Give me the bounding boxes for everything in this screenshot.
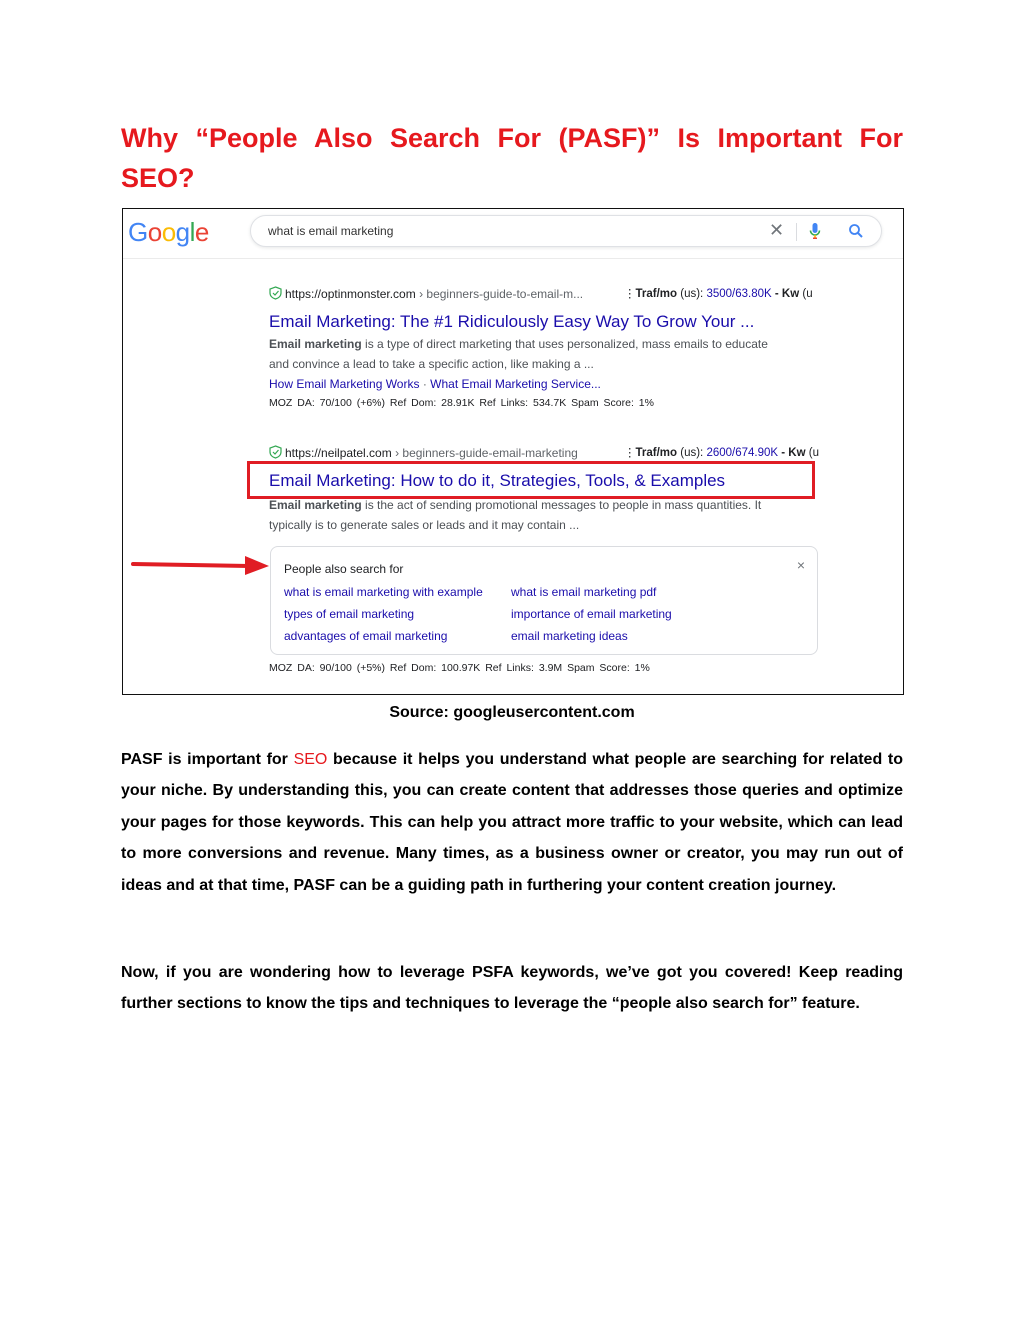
shield-check-icon (269, 286, 282, 303)
kw-label: - Kw (781, 447, 806, 459)
snippet-line: is the act of sending promotional messages to people in mass quantities. It (361, 498, 762, 512)
pasf-suggestion[interactable]: what is email marketing pdf (511, 585, 657, 599)
sitelink[interactable]: How Email Marketing Works (269, 377, 420, 391)
search-box[interactable] (250, 215, 882, 247)
kw-tail: (u (808, 447, 819, 459)
paragraph: Now, if you are wondering how to leverage PSFA keywords, we’ve got you covered! Keep reading further sections to know the tips and techniques to leverage the “people also search for” feature. (121, 964, 903, 1013)
traffic-label: Traf/mo (635, 288, 678, 300)
pasf-suggestion[interactable]: advantages of email marketing (284, 629, 448, 643)
sitelink-separator: · (419, 377, 431, 391)
people-also-search-for-box (270, 546, 818, 655)
pasf-title: People also search for (284, 562, 404, 576)
traffic-value[interactable]: 3500/63.80K (706, 288, 772, 300)
image-caption: Source: googleusercontent.com (389, 704, 635, 721)
result-domain: https://neilpatel.com (285, 446, 392, 460)
result-path: › beginners-guide-email-marketing (391, 446, 578, 460)
article-heading: Why “People Also Search For (PASF)” Is Important For SEO? (121, 123, 903, 193)
snippet-line: typically is to generate sales or leads and it may contain ... (269, 518, 580, 532)
highlight-box (247, 461, 815, 499)
traffic-label: Traf/mo (635, 447, 678, 459)
moz-metrics: MOZ DA: 70/100 (+6%) Ref Dom: 28.91K Ref Links: 534.7K Spam Score: 1% (269, 397, 654, 409)
google-search-screenshot (122, 208, 904, 695)
result-title[interactable]: Email Marketing: The #1 Ridiculously Easy Way To Grow Your ... (269, 312, 755, 331)
snippet-keyword: Email marketing (269, 498, 362, 512)
result-domain: https://optinmonster.com (285, 287, 416, 301)
kw-tail: (u (802, 288, 813, 300)
traffic-value[interactable]: 2600/674.90K (706, 447, 779, 459)
clear-icon[interactable]: ✕ (769, 220, 785, 240)
logo-letter: e (194, 217, 209, 247)
logo-letter: o (147, 217, 162, 247)
result-snippet (269, 495, 829, 535)
logo-letter: l (189, 217, 195, 247)
logo-letter: G (128, 217, 148, 247)
search-icon[interactable] (848, 223, 864, 244)
result-url[interactable] (269, 286, 829, 302)
pasf-suggestion[interactable]: email marketing ideas (511, 629, 628, 643)
snippet-keyword: Email marketing (269, 337, 362, 351)
seo-link[interactable]: SEO (293, 751, 328, 768)
traffic-region: (us): (680, 447, 704, 459)
traffic-stats: ⋮Traf/mo (us): 3500/63.80K - Kw (u (624, 288, 813, 300)
traffic-region: (us): (680, 288, 704, 300)
header-divider (123, 258, 903, 259)
result-path: › beginners-guide-to-email-m... (415, 287, 584, 301)
google-logo (128, 217, 209, 248)
result-snippet (269, 334, 829, 374)
result-url[interactable] (269, 445, 829, 461)
paragraph-text: PASF is important for (121, 751, 294, 768)
sitelink[interactable]: What Email Marketing Service... (430, 377, 601, 391)
search-result (269, 286, 829, 412)
sitelinks (269, 374, 829, 394)
pasf-suggestion[interactable]: types of email marketing (284, 607, 415, 621)
traffic-stats: ⋮Traf/mo (us): 2600/674.90K - Kw (u (624, 447, 819, 459)
logo-letter: o (161, 217, 176, 247)
result-title[interactable]: Email Marketing: How to do it, Strategies, Tools, & Examples (269, 471, 726, 490)
kw-label: - Kw (774, 288, 800, 300)
pasf-suggestion[interactable]: what is email marketing with example (284, 585, 483, 599)
red-arrow-icon (131, 552, 271, 576)
snippet-line: and convince a lead to take a specific action, like making a ... (269, 357, 594, 371)
close-icon[interactable]: × (796, 557, 805, 573)
microphone-icon[interactable] (809, 222, 821, 245)
moz-metrics: MOZ DA: 90/100 (+5%) Ref Dom: 100.97K Ref Links: 3.9M Spam Score: 1% (269, 662, 650, 674)
paragraph-text: because it helps you understand what people are searching for related to your niche. By understanding this, you can create content that addresses those queries and optimize your pages for those keywords. This can help you attract more traffic to your website, which can lead to more conversions and revenue. Many times, as a business owner or creator, you may run out of ideas and at that time, PASF can be a guiding path in furthering your content creation journey. (121, 751, 903, 894)
logo-letter: g (175, 217, 190, 247)
paragraph (121, 744, 903, 901)
pasf-suggestion[interactable]: importance of email marketing (511, 607, 672, 621)
search-divider (796, 223, 797, 241)
search-query[interactable]: what is email marketing (268, 224, 394, 238)
snippet-line: is a type of direct marketing that uses personalized, mass emails to educate (361, 337, 768, 351)
shield-check-icon (269, 445, 282, 462)
